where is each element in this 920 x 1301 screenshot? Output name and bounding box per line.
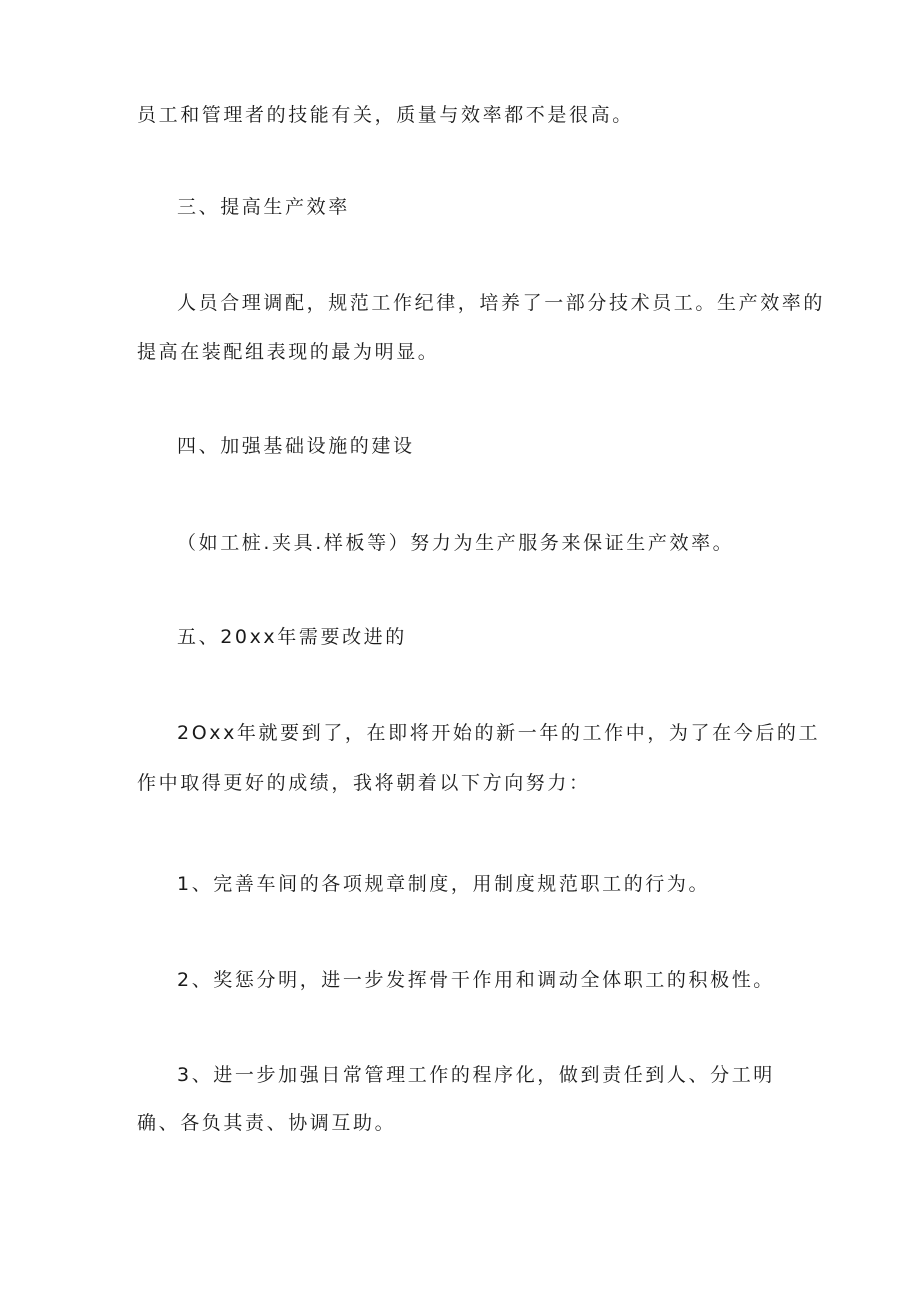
section-heading-5: 五、20xx年需要改进的 <box>177 626 407 648</box>
paragraph-line-6: （如工桩.夹具.样板等）努力为生产服务来保证生产效率。 <box>177 532 735 554</box>
paragraph-line-8: 2Oxx年就要到了，在即将开始的新一年的工作中，为了在今后的工 <box>177 722 821 744</box>
section-heading-4: 四、加强基础设施的建设 <box>177 435 415 457</box>
paragraph-line-4: 提高在装配组表现的最为明显。 <box>137 341 440 363</box>
list-item-3: 3、进一步加强日常管理工作的程序化，做到责任到人、分工明 <box>177 1064 775 1086</box>
paragraph-line-9: 作中取得更好的成绩，我将朝着以下方向努力： <box>137 772 591 794</box>
list-item-1: 1、完善车间的各项规章制度，用制度规范职工的行为。 <box>177 873 711 895</box>
list-item-3-continued: 确、各负其责、协调互助。 <box>137 1112 397 1134</box>
paragraph-line-3: 人员合理调配，规范工作纪律，培养了一部分技术员工。生产效率的 <box>177 292 826 314</box>
paragraph-line-1: 员工和管理者的技能有关，质量与效率都不是很高。 <box>137 104 634 126</box>
section-heading-3: 三、提高生产效率 <box>177 196 350 218</box>
list-item-2: 2、奖惩分明，进一步发挥骨干作用和调动全体职工的积极性。 <box>177 969 775 991</box>
